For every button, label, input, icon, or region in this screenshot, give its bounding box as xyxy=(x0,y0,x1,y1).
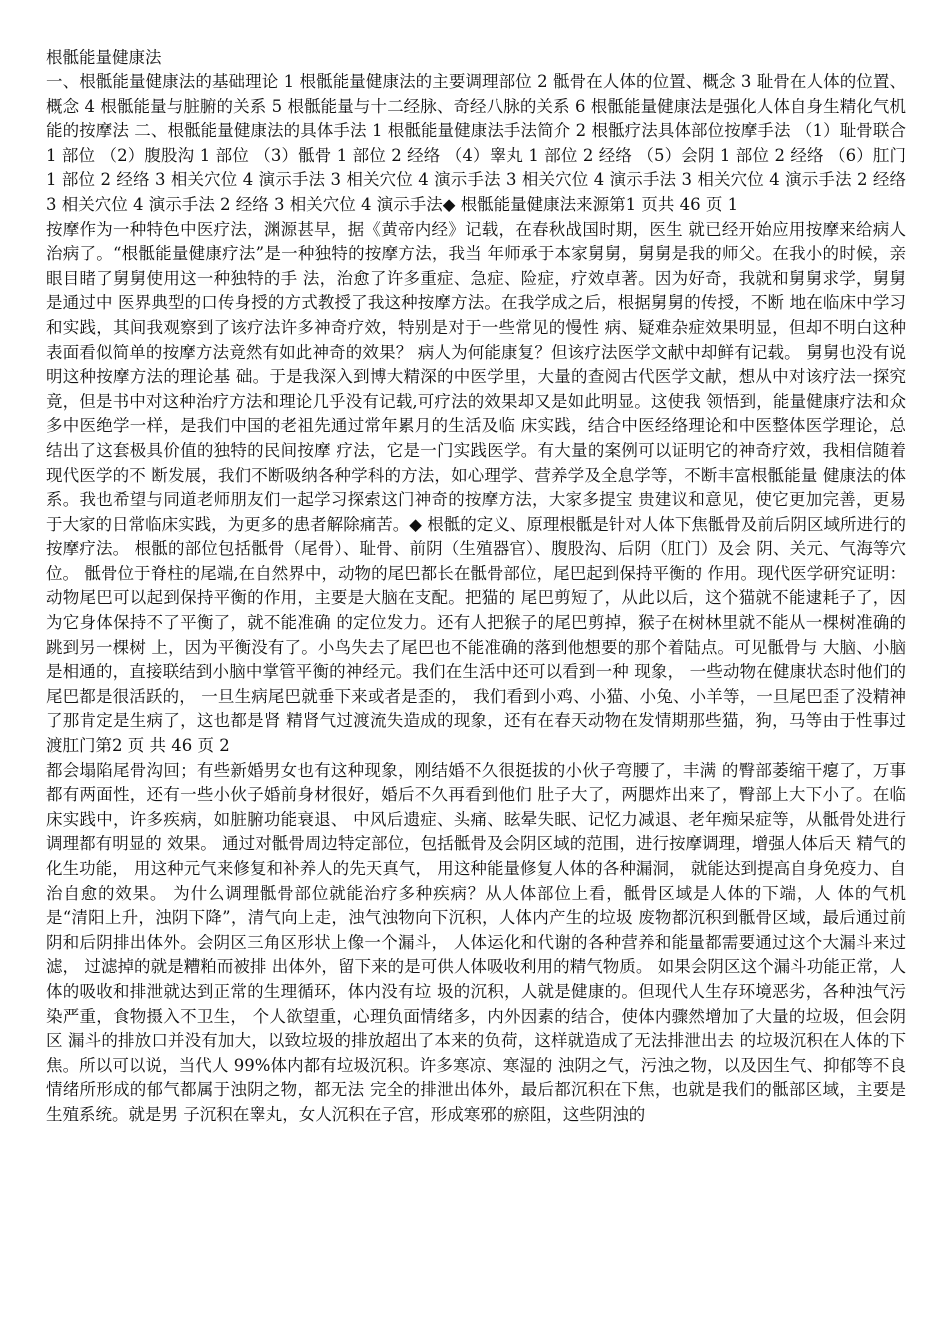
document-page xyxy=(46,46,906,1128)
document-title: 根骶能量健康法 xyxy=(46,48,162,67)
body-paragraph-origin: 按摩作为一种特色中医疗法，渊源甚早，据《黄帝内经》记载，在春秋战国时期，医生 就已经开始应用按摩来给病人治病了。“根骶能量健康疗法”是一种独特的按摩方法，我当 年师承于本家舅舅，舅舅是我的师父。在我小的时候，亲眼目睹了舅舅使用这一种独特的手 法，治愈了许多重症、急症、险症，疗效卓著。因为好奇，我就和舅舅求学，舅舅是通过中 医界典型的口传身授的方式教授了我这种按摩方法。在我学成之后，根据舅舅的传授，不断 地在临床中学习和实践，其间我观察到了该疗法许多神奇疗效，特别是对于一些常见的慢性 病、疑难杂症效果明显，但却不明白这种表面看似简单的按摩方法竟然有如此神奇的效果？ 病人为何能康复？但该疗法医学文献中却鲜有记载。 舅舅也没有说明这种按摩方法的理论基 础。于是我深入到博大精深的中医学里，大量的查阅古代医学文献，想从中对该疗法一探究 竟，但是书中对这种治疗方法和理论几乎没有记载,可疗法的效果却又是如此明显。这使我 领悟到，能量健康疗法和众多中医绝学一样，是我们中国的老祖先通过常年累月的生活及临 床实践，结合中医经络理论和中医整体医学理论，总结出了这套极具价值的独特的民间按摩 疗法，它是一门实践医学。有大量的案例可以证明它的神奇疗效，我相信随着现代医学的不 断发展，我们不断吸纳各种学科的方法，如心理学、营养学及全息学等，不断丰富根骶能量 健康法的体系。我也希望与同道老师朋友们一起学习探索这门神奇的按摩方法，大家多提宝 贵建议和意见，使它更加完善，更易于大家的日常临床实践，为更多的患者解除痛苦。◆ 根骶的定义、原理根骶是针对人体下焦骶骨及前后阴区域所进行的按摩疗法。 根骶的部位包括骶骨（尾骨）、耻骨、前阴（生殖器官）、腹股沟、后阴（肛门）及会 阴、关元、气海等穴位。 骶骨位于脊柱的尾端,在自然界中，动物的尾巴都长在骶骨部位，尾巴起到保持平衡的 作用。现代医学研究证明：动物尾巴可以起到保持平衡的作用，主要是大脑在支配。把猫的 尾巴剪短了，从此以后，这个猫就不能逮耗子了，因为它身体保持不了平衡了，就不能准确 的定位发力。还有人把猴子的尾巴剪掉，猴子在树林里就不能从一棵树准确的跳到另一棵树 上，因为平衡没有了。小鸟失去了尾巴也不能准确的落到他想要的那个着陆点。可见骶骨与 大脑、小脑是相通的，直接联结到小脑中掌管平衡的神经元。我们在生活中还可以看到一种 现象， 一些动物在健康状态时他们的尾巴都是很活跃的， 一旦生病尾巴就垂下来或者是歪的， 我们看到小鸡、小猫、小兔、小羊等，一旦尾巴歪了没精神了那肯定是生病了，这也都是肾 精肾气过渡流失造成的现象，还有在春天动物在发情期那些猫，狗，马等由于性事过渡肛门第2 页 共 46 页 2 xyxy=(46,219,906,756)
table-of-contents-paragraph: 一、根骶能量健康法的基础理论 1 根骶能量健康法的主要调理部位 2 骶骨在人体的位置、概念 3 耻骨在人体的位置、概念 4 根骶能量与脏腑的关系 5 根骶能量与十二经脉、奇经八脉的关系 6 根骶能量健康法是强化人体自身生精化气机能的按摩法 二、根骶能量健康法的具体手法 1 根骶能量健康法手法简介 2 根骶疗法具体部位按摩手法 （1）耻骨联合 1 部位 （2）腹股沟 1 部位 （3）骶骨 1 部位 2 经络 （4）睾丸 1 部位 2 经络 （5）会阴 1 部位 2 经络 （6）肛门 1 部位 2 经络 3 相关穴位 4 演示手法 3 相关穴位 4 演示手法 3 相关穴位 4 演示手法 3 相关穴位 4 演示手法 2 经络 3 相关穴位 4 演示手法 2 经络 3 相关穴位 4 演示手法◆ 根骶能量健康法来源第1 页共 46 页 1 xyxy=(46,72,906,214)
body-paragraph-continued: 都会塌陷尾骨沟回；有些新婚男女也有这种现象，刚结婚不久很挺拔的小伙子弯腰了，丰满 的臀部萎缩干瘪了，万事都有两面性，还有一些小伙子婚前身材很好，婚后不久再看到他们 肚子大了，两腮炸出来了，臀部上大下小了。在临床实践中，许多疾病，如脏腑功能衰退、 中风后遗症、头痛、眩晕失眠、记忆力减退、老年痴呆症等，从骶骨处进行调理都有明显的 效果。 通过对骶骨周边特定部位，包括骶骨及会阴区域的范围，进行按摩调理，增强人体后天 精气的化生功能， 用这种元气来修复和补养人的先天真气， 用这种能量修复人体的各种漏洞， 就能达到提高自身免疫力、自治自愈的效果。 为什么调理骶骨部位就能治疗多种疾病？从人体部位上看，骶骨区域是人体的下端，人 体的气机是“清阳上升，浊阴下降”，清气向上走，浊气浊物向下沉积，人体内产生的垃圾 废物都沉积到骶骨区域，最后通过前阴和后阴排出体外。会阴区三角区形状上像一个漏斗， 人体运化和代谢的各种营养和能量都需要通过这个大漏斗来过滤， 过滤掉的就是糟粕而被排 出体外，留下来的是可供人体吸收利用的精气物质。 如果会阴区这个漏斗功能正常，人体的吸收和排泄就达到正常的生理循环，体内没有垃 圾的沉积，人就是健康的。但现代人生存环境恶劣，各种浊气污染严重，食物摄入不卫生， 个人欲望重，心理负面情绪多，内外因素的结合，使体内骤然增加了大量的垃圾，但会阴区 漏斗的排放口并没有加大，以致垃圾的排放超出了本来的负荷，这样就造成了无法排泄出去 的垃圾沉积在人体的下焦。所以可以说，当代人 99%体内都有垃圾沉积。许多寒凉、寒湿的 浊阴之气，污浊之物，以及因生气、抑郁等不良情绪所形成的郁气都属于浊阴之物，都无法 完全的排泄出体外，最后都沉积在下焦，也就是我们的骶部区域，主要是生殖系统。就是男 子沉积在睾丸，女人沉积在子宫，形成寒邪的瘀阻，这些阴浊的 xyxy=(46,760,906,1124)
